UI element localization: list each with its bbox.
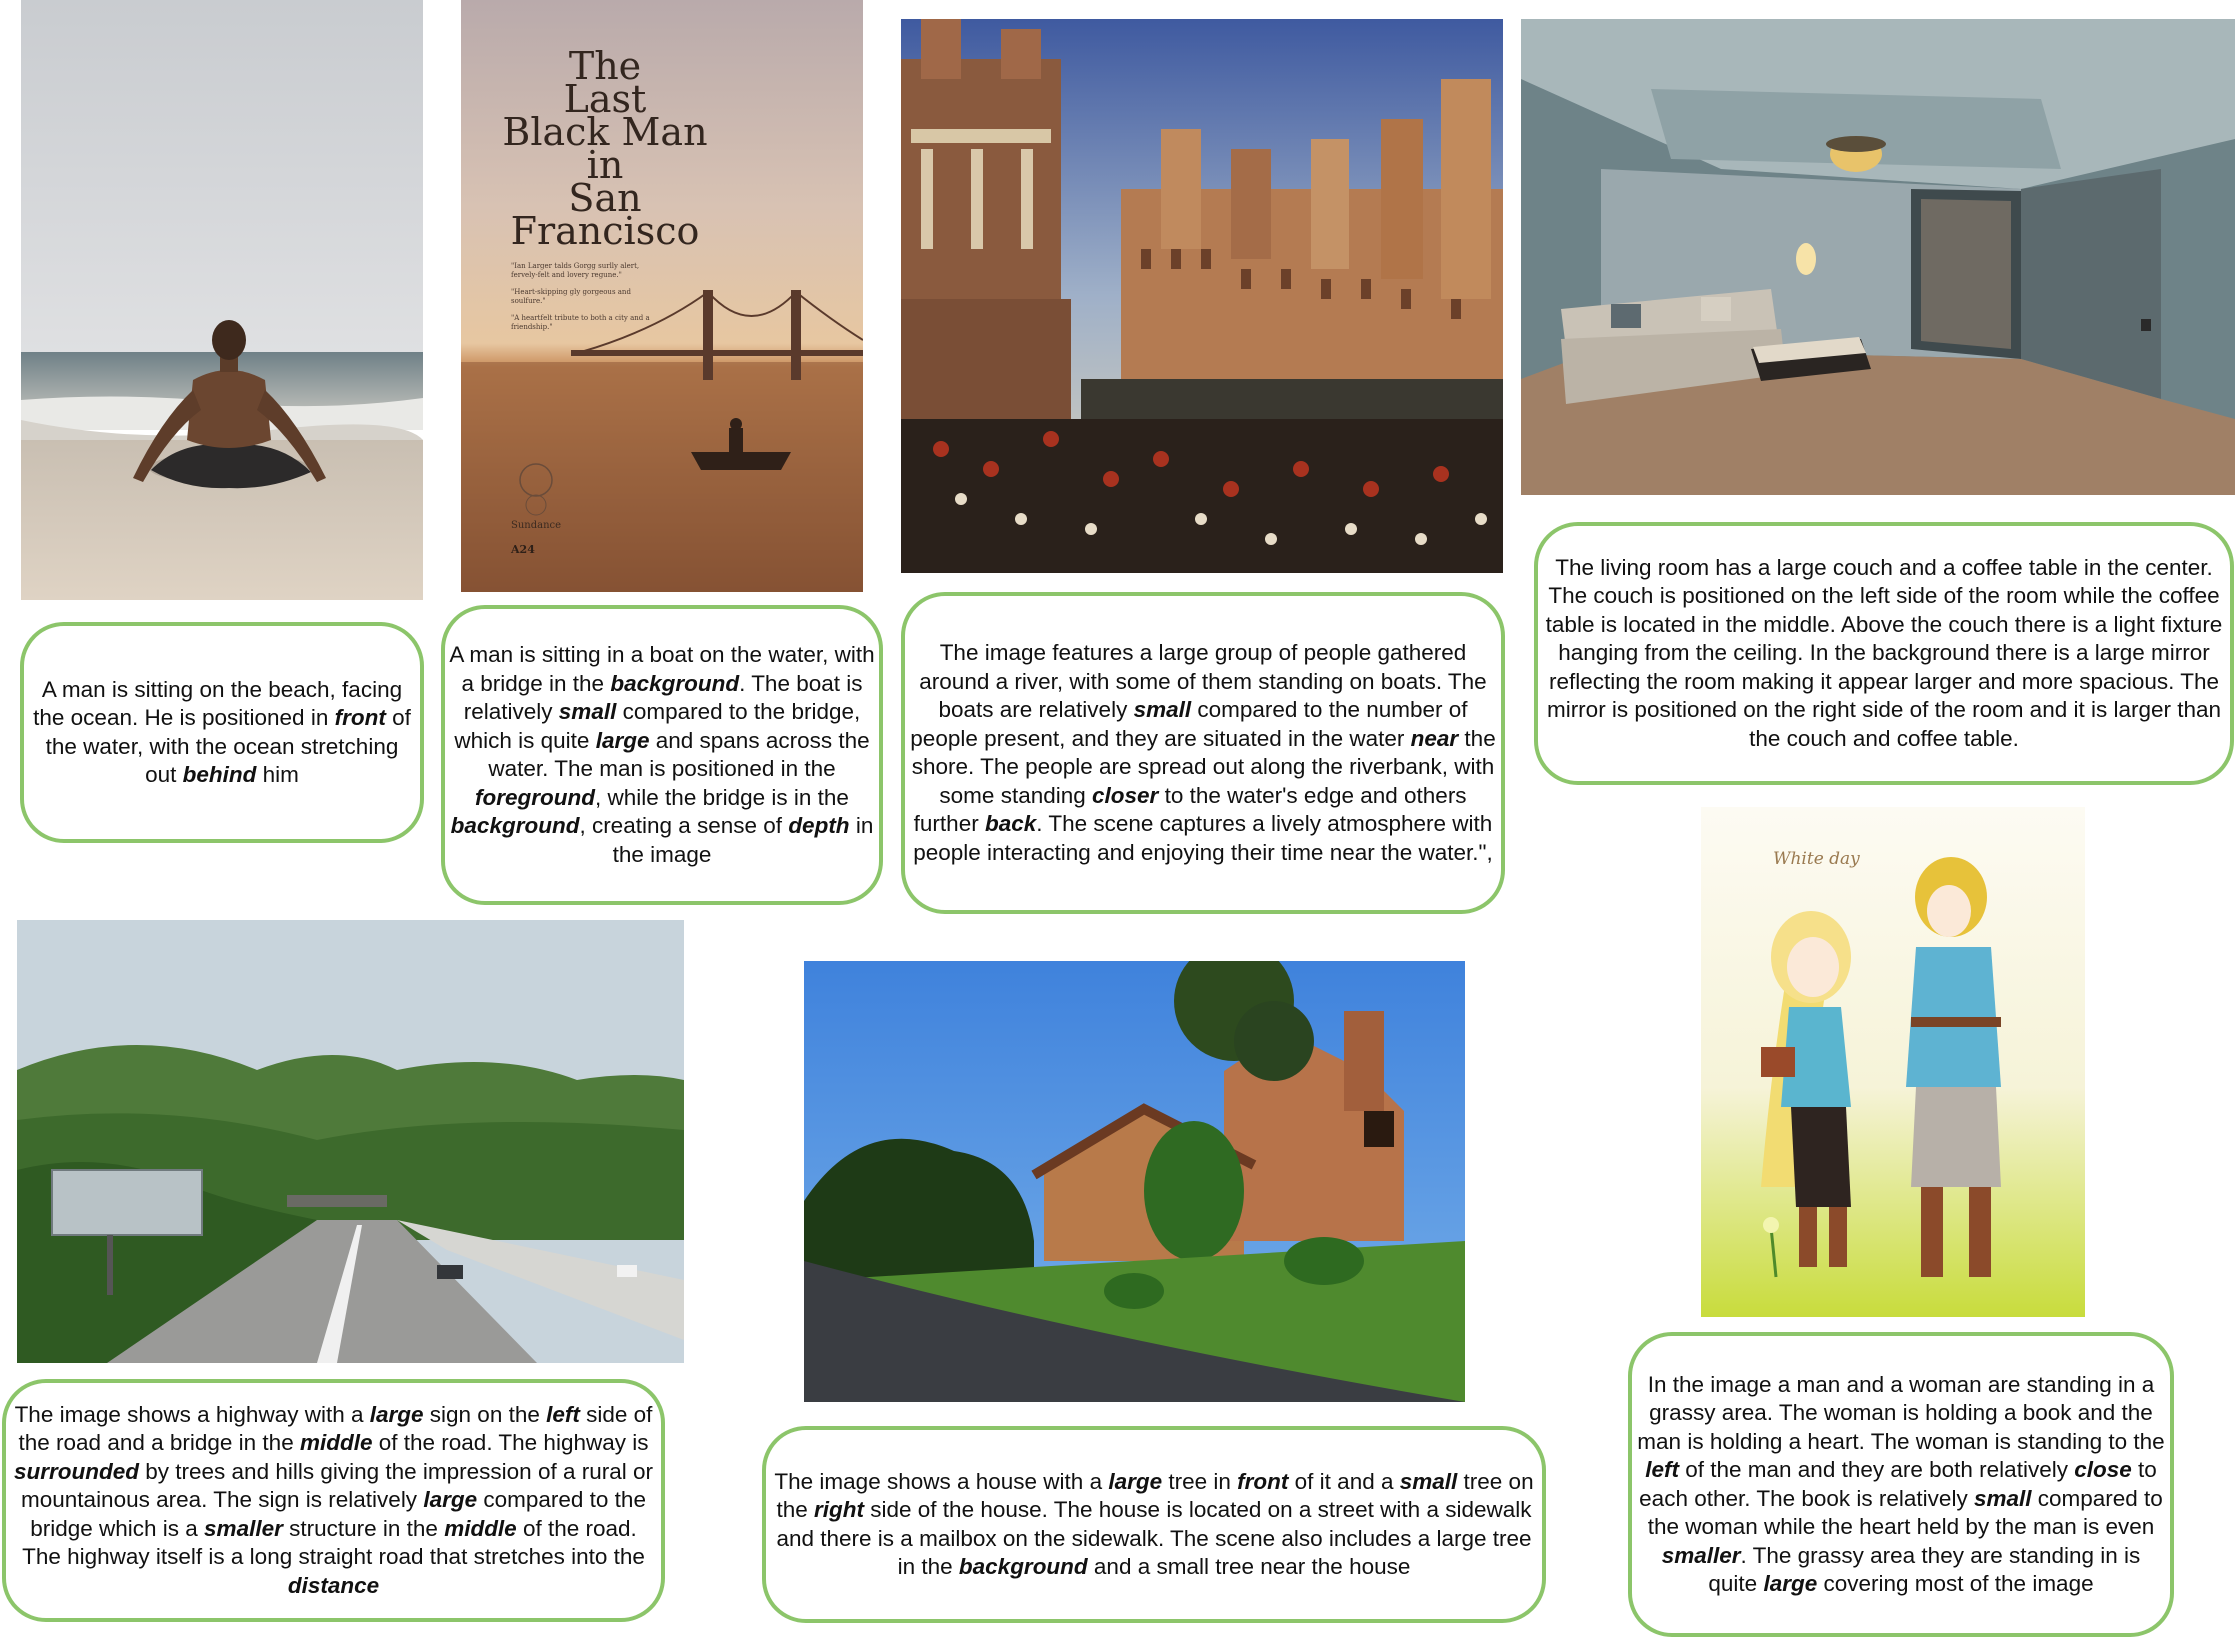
caption-living-room-text: The living room has a large couch and a coffee table in the center. The couch is positioned on the left side of the room while the coffee table is located in the middle. Above the couch there is a light fixture hanging from the ceiling. In the background there is a large mirror reflecting the room making it appear larger and more spacious. The mirror is positioned on the right side of the room and it is larger than the couch and coffee table. [1545,554,2223,751]
house-photo [804,961,1465,1402]
poster-title-line: Black Man [502,110,708,154]
poster-title-line: Last [563,77,647,121]
movie-poster [461,0,863,592]
poster-title-line: The [568,44,642,88]
caption-beach [20,622,424,843]
caption-highway [2,1379,665,1622]
anime-illustration [1701,807,2085,1317]
poster-quotes [511,262,651,340]
poster-quote: "Heart-skipping gly gorgeous and soulfure." [511,288,631,305]
renaissance-painting [901,19,1503,573]
caption-beach-text: A man is sitting on the beach, facing the ocean. He is positioned in front of the water, with the ocean stretching out behind him [33,676,411,787]
caption-painting-text: The image features a large group of people gathered around a river, with some of them standing on boats. The boats are relatively small compared to the number of people present, and they are situated in the water near the shore. The people are spread out along the riverbank, with some standing closer to the water's edge and others further back. The scene captures a lively atmosphere with people interacting and enjoying their time near the water.", [910,640,1496,865]
poster-title-line: Francisco [510,209,700,253]
caption-house [762,1426,1546,1623]
poster-quote: "A heartfelt tribute to both a city and a friendship." [511,314,650,331]
caption-living-room [1534,522,2234,785]
poster-studio-logo: A24 [511,543,535,556]
poster-festival: Sundance [511,520,562,531]
poster-title-line: in [586,143,624,187]
caption-poster [441,605,883,905]
caption-highway-text: The image shows a highway with a large sign on the left side of the road and a bridge in the middle of the road. The highway is surrounded by trees and hills giving the impression of a rural or mountainous area. The sign is relatively large compared to the bridge which is a smaller structure in the middle of the road. The highway itself is a long straight road that stretches into the distance [13,1401,653,1598]
poster-title [485,44,725,253]
beach-photo [21,0,423,600]
highway-photo [17,920,684,1363]
caption-anime [1628,1332,2174,1637]
poster-title-line: San [568,176,642,220]
caption-poster-text: A man is sitting in a boat on the water, with a bridge in the background. The boat is relatively small compared to the bridge, which is quite large and spans across the water. The man is positioned in the foreground, while the bridge is in the background, creating a sense of depth in the image [449,642,875,867]
caption-anime-text: In the image a man and a woman are standing in a grassy area. The woman is holding a book and the man is holding a heart. The woman is standing to the left of the man and they are both relatively close to each other. The book is relatively small compared to the woman while the heart held by the man is even smaller. The grassy area they are standing in is quite large covering most of the image [1637,1371,2165,1596]
caption-house-text: The image shows a house with a large tree in front of it and a small tree on the right side of the house. The house is located on a street with a sidewalk and there is a mailbox on the sidewalk. The scene also includes a large tree in the background and a small tree near the house [774,1468,1534,1579]
poster-quote: "Ian Larger talds Gorgg surlly alert, fervely-felt and lovery regune." [511,262,640,279]
living-room-photo [1521,19,2235,495]
anime-title: White day [1773,849,1860,869]
caption-painting [901,592,1505,914]
